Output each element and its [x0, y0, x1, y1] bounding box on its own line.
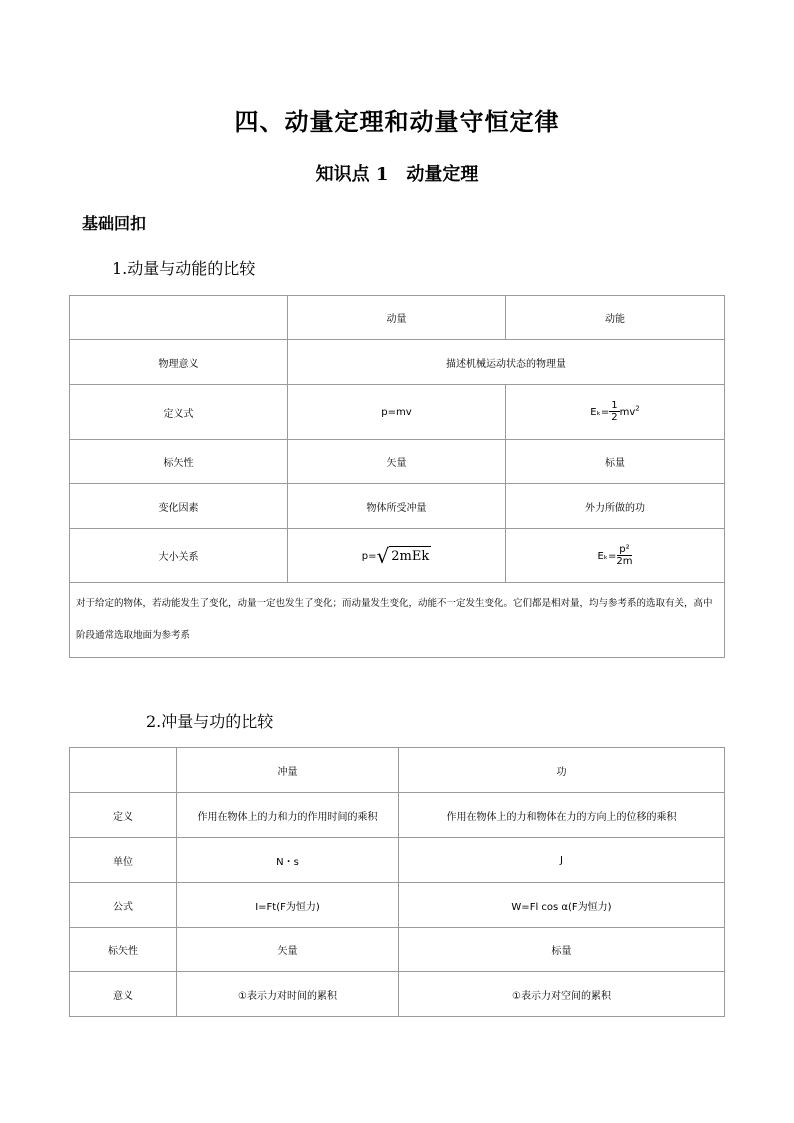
table-cell: 矢量 — [288, 440, 506, 484]
formula-tail: mv — [619, 407, 636, 418]
table-cell: J — [399, 838, 725, 883]
table-row — [70, 583, 725, 658]
energy-relation-formula — [506, 529, 725, 583]
table-cell — [70, 748, 177, 793]
fraction-numerator: 1 — [611, 400, 618, 411]
momentum-formula: p=mv — [288, 385, 506, 440]
fraction-denominator: 2m — [616, 555, 633, 567]
table-row — [70, 928, 725, 972]
table-cell: W=Fl cos α(F为恒力) — [399, 883, 725, 928]
table-cell: 标量 — [506, 440, 725, 484]
table-cell: 作用在物体上的力和力的作用时间的乘积 — [177, 793, 399, 838]
table-cell: I=Ft(F为恒力) — [177, 883, 399, 928]
table-cell — [70, 296, 288, 340]
square-root — [376, 543, 432, 568]
table-cell: 描述机械运动状态的物理量 — [288, 340, 725, 385]
table-row — [70, 838, 725, 883]
row-label: 定义 — [70, 793, 177, 838]
table-cell: ①表示力对空间的累积 — [399, 972, 725, 1017]
impulse-work-table — [69, 747, 725, 1017]
page-title: 四、动量定理和动量守恒定律 — [234, 107, 560, 136]
fraction — [616, 545, 632, 567]
momentum-relation-formula — [288, 529, 506, 583]
heading-impulse-vs-work: 2.冲量与功的比较 — [146, 712, 274, 731]
column-header-impulse: 冲量 — [177, 748, 399, 793]
table-cell: 矢量 — [177, 928, 399, 972]
table-row — [70, 972, 725, 1017]
momentum-energy-table — [69, 295, 725, 658]
fraction — [609, 401, 619, 423]
column-header-momentum: 动量 — [288, 296, 506, 340]
table-cell: 外力所做的功 — [506, 484, 725, 529]
radicand: 2mEk — [389, 546, 431, 566]
fraction-numerator: p² — [619, 543, 630, 555]
table-cell: 标量 — [399, 928, 725, 972]
row-label: 变化因素 — [70, 484, 288, 529]
row-label: 单位 — [70, 838, 177, 883]
row-label: 大小关系 — [70, 529, 288, 583]
column-header-energy: 动能 — [506, 296, 725, 340]
row-label: 标矢性 — [70, 440, 288, 484]
row-label: 定义式 — [70, 385, 288, 440]
heading-momentum-vs-energy: 1.动量与动能的比较 — [112, 259, 256, 278]
formula-lhs: p= — [361, 550, 377, 562]
table-row — [70, 440, 725, 484]
section-heading: 基础回扣 — [82, 214, 147, 233]
column-header-work: 功 — [399, 748, 725, 793]
table-row — [70, 529, 725, 583]
table-cell: 作用在物体上的力和物体在力的方向上的位移的乘积 — [399, 793, 725, 838]
row-label: 标矢性 — [70, 928, 177, 972]
comparison-note: 对于给定的物体，若动能发生了变化，动量一定也发生了变化；而动量发生变化，动能不一定发生变化。它们都是相对量，均与参考系的选取有关，高中阶段通常选取地面为参考系 — [70, 583, 725, 658]
knowledge-point-title: 知识点 1 动量定理 — [315, 164, 479, 185]
table-cell: N・s — [177, 838, 399, 883]
table-cell: 物体所受冲量 — [288, 484, 506, 529]
exponent: 2 — [635, 404, 640, 413]
table-row — [70, 296, 725, 340]
table-row — [70, 484, 725, 529]
table-cell: ①表示力对时间的累积 — [177, 972, 399, 1017]
table-row — [70, 748, 725, 793]
row-label: 公式 — [70, 883, 177, 928]
table-row — [70, 340, 725, 385]
row-label: 意义 — [70, 972, 177, 1017]
formula-lhs: Eₖ= — [590, 407, 610, 418]
table-row — [70, 883, 725, 928]
row-label: 物理意义 — [70, 340, 288, 385]
table-row — [70, 385, 725, 440]
energy-formula — [506, 385, 725, 440]
formula-lhs: Eₖ= — [597, 550, 617, 562]
fraction-denominator: 2 — [611, 412, 618, 423]
table-row — [70, 793, 725, 838]
radical-sign-icon: √ — [376, 543, 390, 568]
